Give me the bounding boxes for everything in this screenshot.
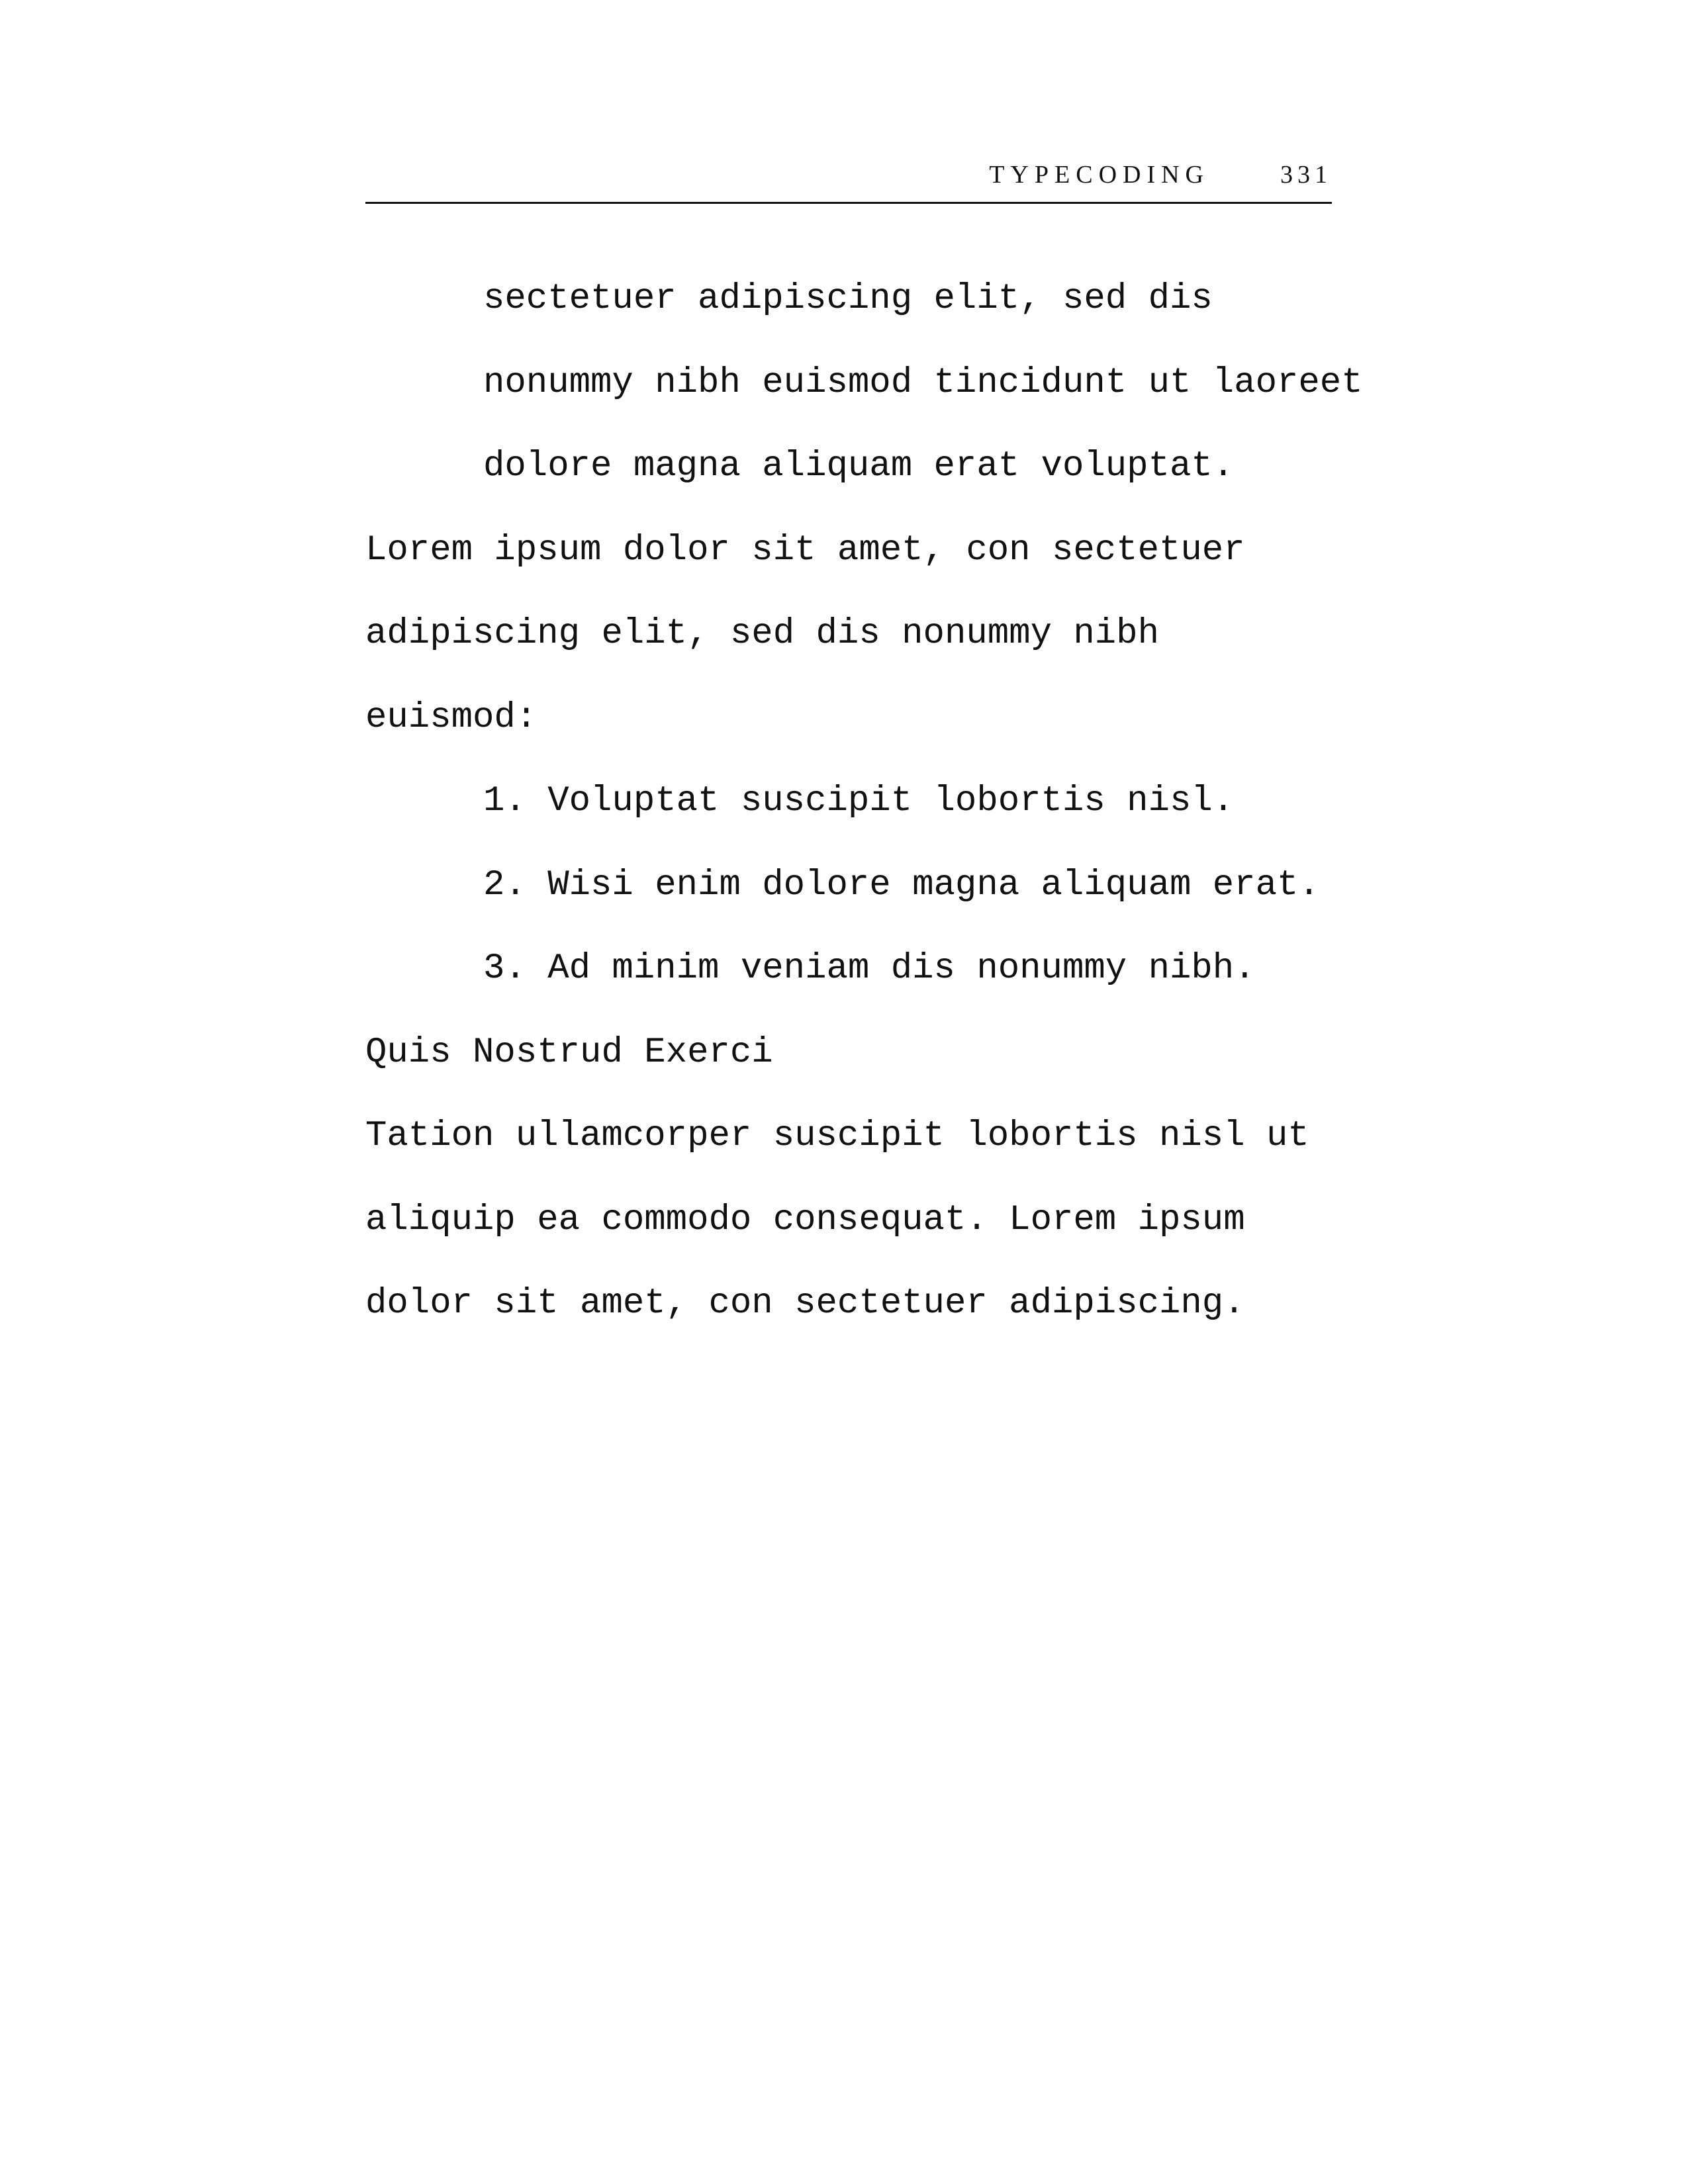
- text-line: aliquip ea commodo consequat. Lorem ipsum: [365, 1199, 1245, 1240]
- running-head-title: TYPECODING: [989, 161, 1209, 189]
- list-item: 2. Wisi enim dolore magna aliquam erat.: [483, 864, 1320, 905]
- list-item: 3. Ad minim veniam dis nonummy nibh.: [483, 948, 1256, 989]
- list-item: 1. Voluptat suscipit lobortis nisl.: [483, 781, 1235, 821]
- section-heading: Quis Nostrud Exerci: [365, 1032, 773, 1073]
- text-line: Tation ullamcorper suscipit lobortis nisl ut: [365, 1116, 1309, 1156]
- text-line: dolor sit amet, con sectetuer adipiscing.: [365, 1283, 1245, 1324]
- text-line: dolore magna aliquam erat voluptat.: [483, 446, 1235, 486]
- text-line: adipiscing elit, sed dis nonummy nibh: [365, 614, 1159, 654]
- running-head: [365, 156, 1332, 196]
- page-number: 331: [1280, 161, 1332, 189]
- body-text: [365, 273, 1398, 1361]
- text-line: nonummy nibh euismod tincidunt ut laoreet: [483, 362, 1363, 403]
- header-rule: [365, 202, 1332, 204]
- text-line: Lorem ipsum dolor sit amet, con sectetuer: [365, 529, 1245, 570]
- text-line: sectetuer adipiscing elit, sed dis: [483, 279, 1213, 319]
- text-line: euismod:: [365, 697, 538, 738]
